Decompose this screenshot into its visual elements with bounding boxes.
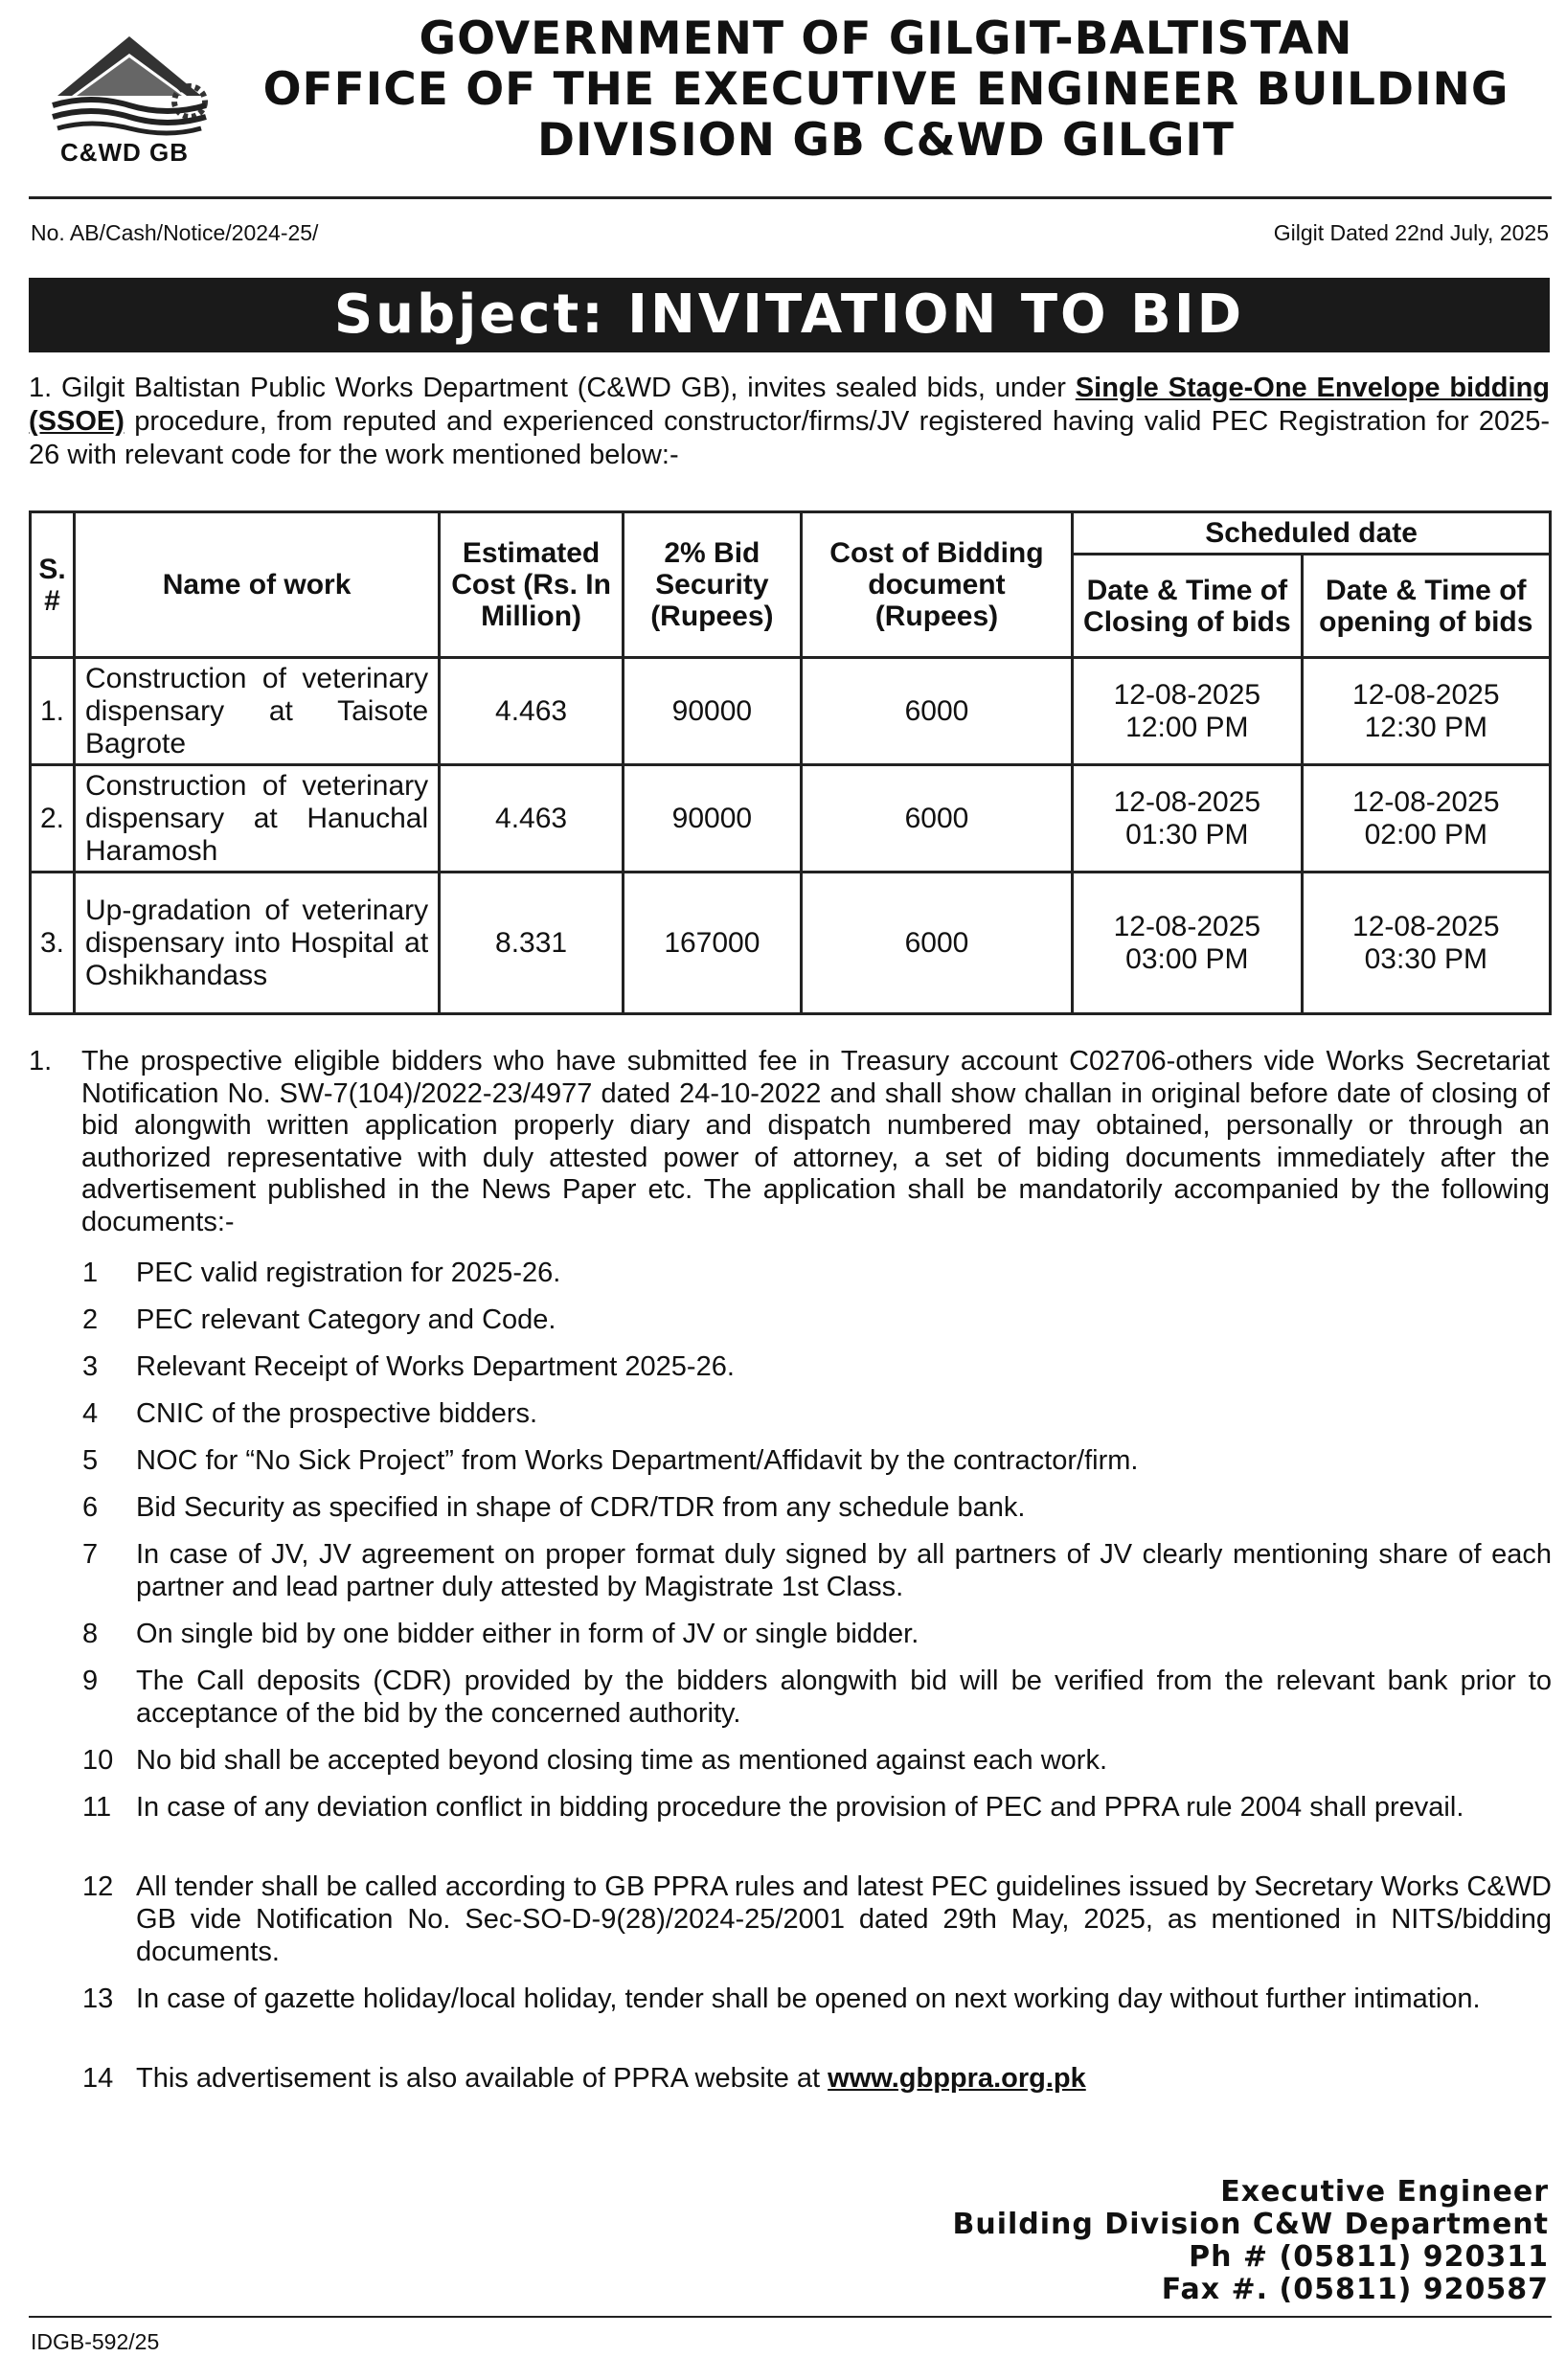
closing-date: 12-08-2025 [1113, 678, 1261, 711]
logo-text: C&WD GB [59, 138, 190, 167]
subject-banner: Subject: INVITATION TO BID [29, 278, 1550, 352]
cell-cost: 6000 [801, 765, 1072, 873]
works-table [29, 510, 1552, 1015]
header-name-of-work: Name of work [74, 512, 439, 658]
logo [38, 27, 216, 170]
item-number: 1 [82, 1258, 99, 1288]
list-item [0, 1665, 1552, 1730]
item-text: Bid Security as specified in shape of CDR/TDR from any schedule bank. [136, 1492, 1026, 1523]
conditions-text: The prospective eligible bidders who have submitted fee in Treasury account C02706-others vide Works Secretariat Notification No. SW-7(104)/2022-23/4977 dated 24-10-2022 and shall show challan in original before date of closing of bid alongwith written application properly diary and dispatch numbered may obtained, personally or through an authorized representative with duly attested power of attorney, a set of biding documents immediately after the advertisement published in the News Paper etc. The application shall be mandatorily accompanied by the following documents:- [81, 1046, 1550, 1237]
cwd-gb-emblem-icon [38, 27, 216, 142]
intro-paragraph [29, 372, 1550, 472]
list-item [0, 1870, 1552, 1968]
item-text: All tender shall be called according to GB PPRA rules and latest PEC guidelines issued by Secretary Works C&WD GB vide Notification No. Sec-SO-D-9(28)/2024-25/2001 dated 29th May, 2025, as mentioned in NITS/bidding documents. [136, 1871, 1552, 1967]
cell-opening [1302, 873, 1550, 1014]
opening-date: 12-08-2025 [1352, 785, 1500, 818]
closing-time: 12:00 PM [1125, 711, 1249, 743]
table-row [31, 873, 1551, 1014]
cell-estimated: 4.463 [440, 765, 624, 873]
header-divider [29, 196, 1552, 199]
item-number: 2 [82, 1304, 99, 1335]
notice-number: No. AB/Cash/Notice/2024-25/ [31, 220, 319, 245]
header-sno: S. # [31, 512, 75, 658]
list-item [0, 1744, 1552, 1777]
item-text: In case of JV, JV agreement on proper format duly signed by all partners of JV clearly mentioning share of each partner and lead partner duly attested by Magistrate 1st Class. [136, 1539, 1552, 1602]
item-text [136, 2062, 1552, 2095]
item-text: PEC valid registration for 2025-26. [136, 1258, 561, 1288]
item-text: Relevant Receipt of Works Department 2025-26. [136, 1351, 735, 1382]
footer-divider [29, 2316, 1552, 2318]
signature-block [952, 2176, 1549, 2306]
item-number: 13 [82, 1983, 114, 2014]
opening-time: 03:30 PM [1364, 942, 1487, 975]
item-text: PEC relevant Category and Code. [136, 1304, 556, 1335]
cell-name: Construction of veterinary dispensary at Taisote Bagrote [74, 658, 439, 765]
header-estimated-cost: Estimated Cost (Rs. In Million) [440, 512, 624, 658]
cell-cost: 6000 [801, 873, 1072, 1014]
cell-closing [1073, 765, 1302, 873]
header-bid-security: 2% Bid Security (Rupees) [623, 512, 801, 658]
signature-fax: Fax #. (05811) 920587 [1161, 2273, 1549, 2306]
item-number: 11 [82, 1792, 112, 1823]
opening-time: 12:30 PM [1364, 711, 1487, 743]
intro-text-2: procedure, from reputed and experienced constructor/firms/JV registered having valid PEC Registration for 2025-26 with relevant code for the work mentioned below:- [29, 406, 1550, 470]
signature-phone: Ph # (05811) 920311 [1189, 2240, 1549, 2274]
footer-code: IDGB-592/25 [31, 2329, 160, 2354]
closing-date: 12-08-2025 [1113, 910, 1261, 942]
item-number: 5 [82, 1445, 99, 1476]
list-item [0, 1491, 1552, 1524]
cell-security: 167000 [623, 873, 801, 1014]
conditions-paragraph [29, 1046, 1550, 1238]
header-opening: Date & Time of opening of bids [1302, 555, 1550, 658]
item-number: 10 [82, 1745, 114, 1776]
cell-sno: 1. [31, 658, 75, 765]
list-item [0, 1303, 1552, 1336]
list-item [0, 1538, 1552, 1603]
item-text-prefix: This advertisement is also available of PPRA website at [136, 2063, 828, 2094]
opening-date: 12-08-2025 [1352, 678, 1500, 711]
closing-time: 01:30 PM [1125, 818, 1249, 850]
item-number: 6 [82, 1492, 99, 1523]
intro-highlight: Single Stage-One Envelope bidding (SSOE) [29, 373, 1551, 437]
signature-department: Building Division C&W Department [952, 2208, 1549, 2241]
item-text: In case of gazette holiday/local holiday, tender shall be opened on next working day without further intimation. [136, 1983, 1481, 2014]
item-text: CNIC of the prospective bidders. [136, 1398, 538, 1429]
list-item [0, 1350, 1552, 1383]
closing-time: 03:00 PM [1125, 942, 1249, 975]
cell-closing [1073, 873, 1302, 1014]
cell-name: Construction of veterinary dispensary at Hanuchal Haramosh [74, 765, 439, 873]
list-item [0, 1983, 1552, 2015]
item-number: 7 [82, 1539, 99, 1570]
list-item [0, 1397, 1552, 1430]
item-text: The Call deposits (CDR) provided by the bidders alongwith bid will be verified from the relevant bank prior to acceptance of the bid by the concerned authority. [136, 1666, 1552, 1729]
item-text: No bid shall be accepted beyond closing time as mentioned against each work. [136, 1745, 1107, 1776]
notice-date: Gilgit Dated 22nd July, 2025 [1273, 220, 1549, 245]
item-text: NOC for “No Sick Project” from Works Department/Affidavit by the contractor/firm. [136, 1445, 1139, 1476]
item-number: 14 [82, 2063, 114, 2094]
item-text: In case of any deviation conflict in bidding procedure the provision of PEC and PPRA rule 2004 shall prevail. [136, 1792, 1464, 1823]
item-number: 12 [82, 1871, 114, 1902]
opening-time: 02:00 PM [1364, 818, 1487, 850]
cell-cost: 6000 [801, 658, 1072, 765]
cell-name: Up-gradation of veterinary dispensary into Hospital at Oshikhandass [74, 873, 439, 1014]
signature-title: Executive Engineer [1220, 2175, 1549, 2209]
cell-sno: 3. [31, 873, 75, 1014]
table-row [31, 658, 1551, 765]
cell-estimated: 8.331 [440, 873, 624, 1014]
cell-security: 90000 [623, 658, 801, 765]
item-text: On single bid by one bidder either in form of JV or single bidder. [136, 1619, 919, 1649]
item-number: 4 [82, 1398, 99, 1429]
closing-date: 12-08-2025 [1113, 785, 1261, 818]
opening-date: 12-08-2025 [1352, 910, 1500, 942]
header-closing: Date & Time of Closing of bids [1073, 555, 1302, 658]
intro-text-1: 1. Gilgit Baltistan Public Works Department (C&WD GB), invites sealed bids, under [29, 373, 1076, 403]
list-item [0, 2062, 1552, 2095]
cell-estimated: 4.463 [440, 658, 624, 765]
cell-closing [1073, 658, 1302, 765]
title-line-3: DIVISION GB C&WD GILGIT [537, 114, 1235, 167]
item-number: 8 [82, 1619, 99, 1649]
item-number: 9 [82, 1666, 99, 1696]
conditions-number: 1. [29, 1046, 53, 1077]
title-line-1: GOVERNMENT OF GILGIT-BALTISTAN [419, 12, 1353, 65]
cell-security: 90000 [623, 765, 801, 873]
ppra-website-link[interactable]: www.gbppra.org.pk [828, 2063, 1086, 2094]
cell-opening [1302, 658, 1550, 765]
cell-opening [1302, 765, 1550, 873]
list-item [0, 1257, 1552, 1289]
table-row [31, 765, 1551, 873]
header-scheduled-date: Scheduled date [1073, 512, 1551, 555]
item-number: 3 [82, 1351, 99, 1382]
cell-sno: 2. [31, 765, 75, 873]
list-item [0, 1444, 1552, 1477]
list-item [0, 1791, 1552, 1824]
list-item [0, 1618, 1552, 1650]
title-line-2: OFFICE OF THE EXECUTIVE ENGINEER BUILDING [262, 63, 1509, 116]
header-document-cost: Cost of Bidding document (Rupees) [801, 512, 1072, 658]
page-title [230, 13, 1542, 166]
